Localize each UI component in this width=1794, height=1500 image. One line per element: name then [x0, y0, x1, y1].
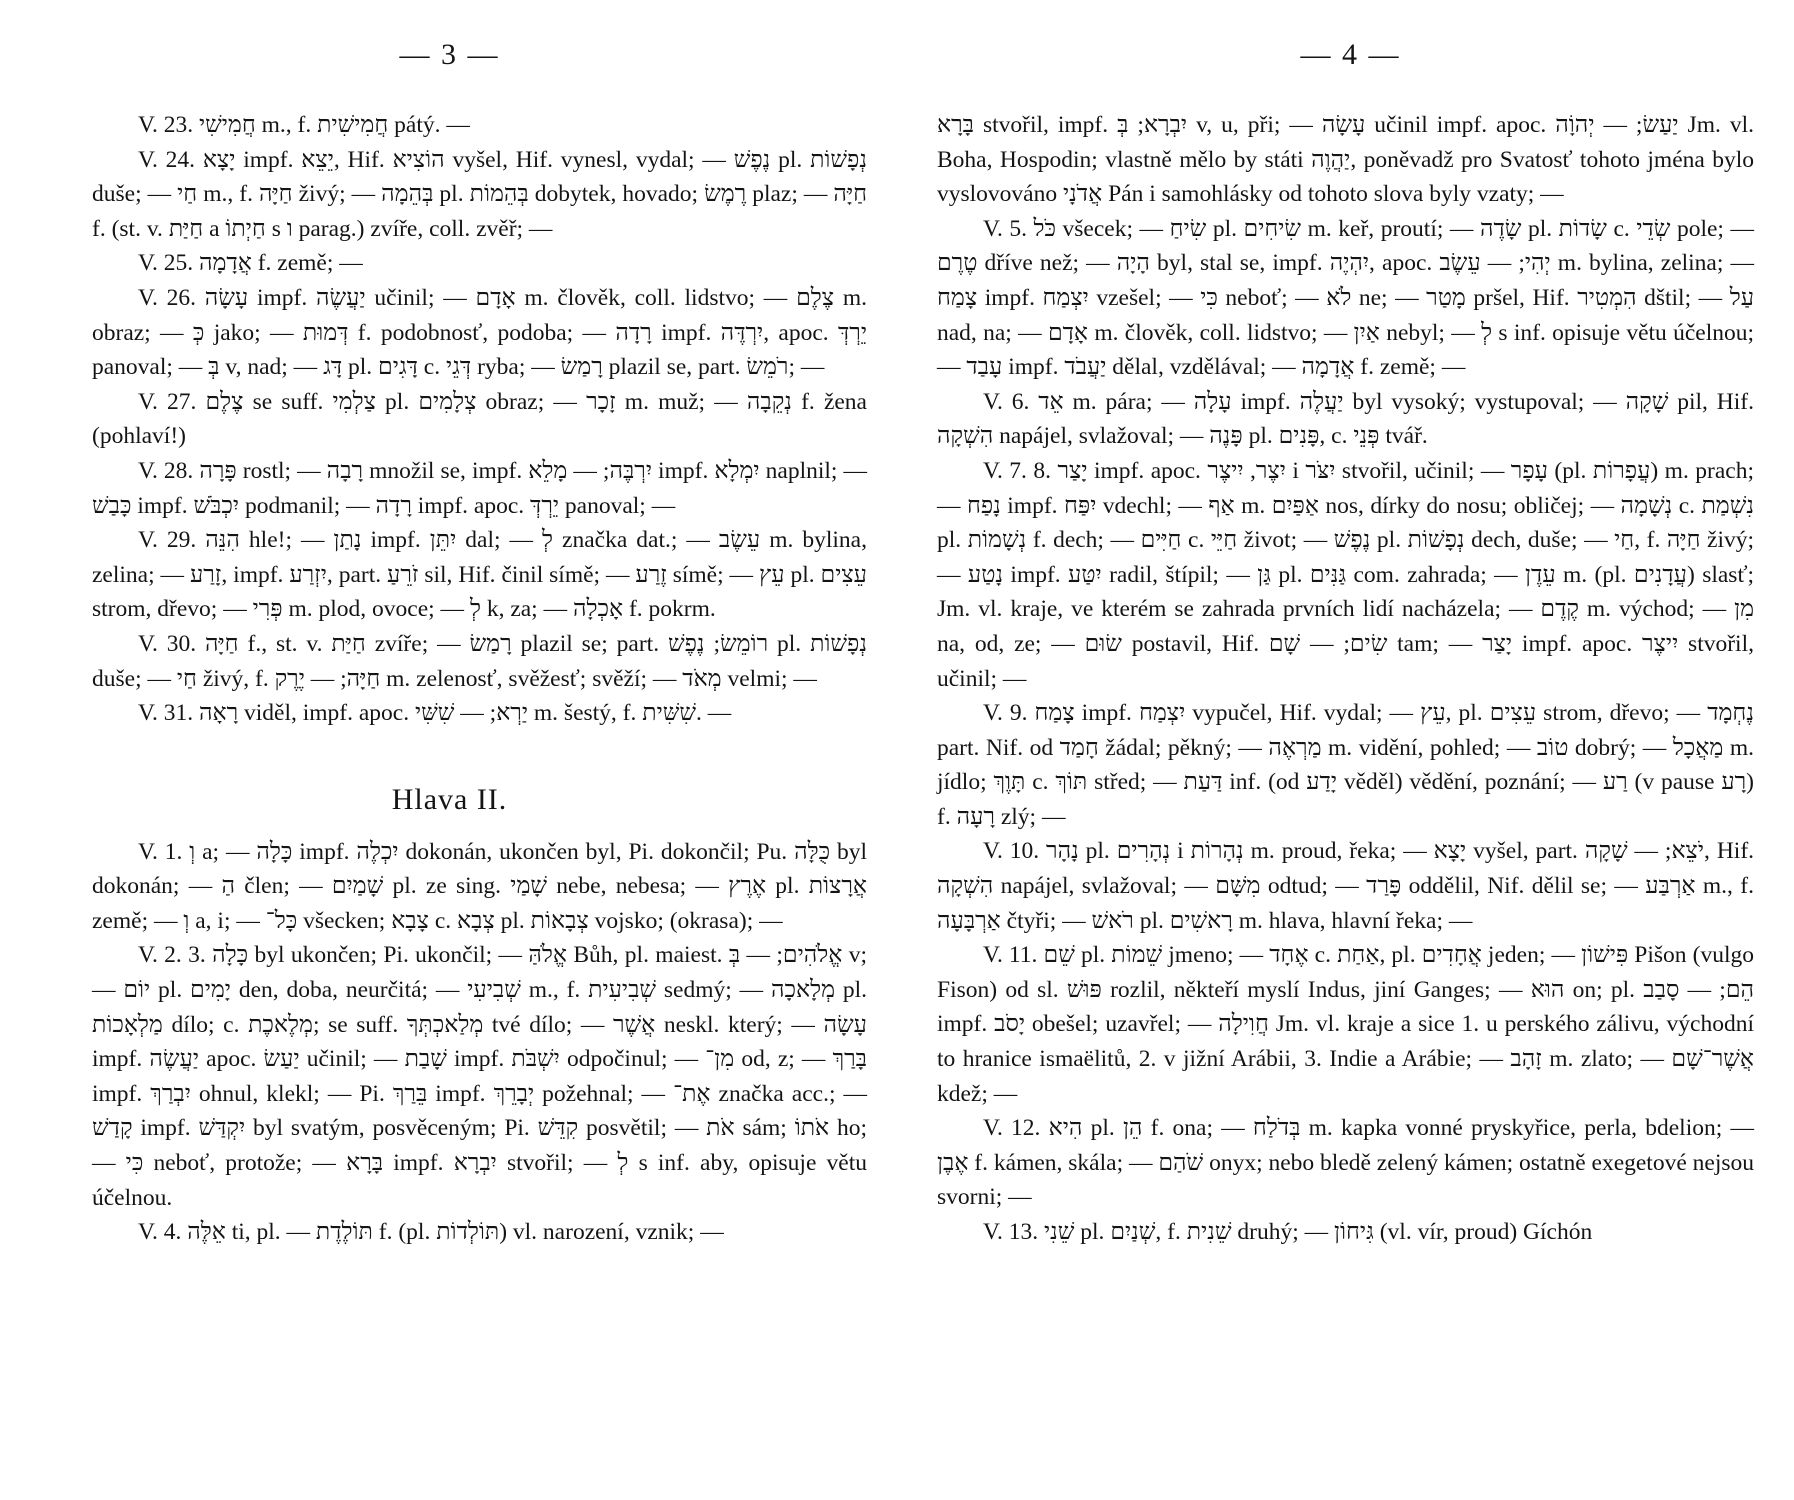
verse-9: V. 9. צָמַח impf. יִצְמַח vypučel, Hif. vydal; — עֵץ, pl. עֵצִים strom, dřevo; — נֶחְמָד part. Nif. od חָמַד žádal; pěkný; — מַרְאֶה m. vidění, pohled; — טוֹב dobrý; — מַאֲכָל m. jídlo; תָּוֶךְ c. תּוֹךְ střed; — דַּעַת inf. (od יָדַע věděl) vědění, poznání; — רַע (v pause רָע) f. רָעָה zlý; — — [937, 700, 1754, 830]
verse-6: V. 6. אֵד m. pára; — עָלָה impf. יַעֲלֶה byl vysoký; vystupoval; — שָׁקָה pil, Hif. הִשְׁקָה napájel, svlažoval; — פָּנֶה pl. פָּנִים, c. פְּנֵי tvář. — [937, 388, 1754, 450]
right-page — [897, 0, 1794, 1500]
verse-30: V. 30. חַיָּה f., st. v. חַיַּת zvíře; — רָמַשׂ plazil se; part. רוֹמֵשׂ; נֶפֶשׁ pl. נְפָשׁוֹת duše; — חַי živý, f. חַיָּה; — יֶרֶק m. zelenosť, svěžesť; svěží; — מְאֹד velmi; — — [92, 630, 868, 692]
verse-31: V. 31. רָאָה viděl, impf. apoc. יַרְא; — שִׁשִּׁי m. šestý, f. שִׁשִּׁית. — — [138, 700, 732, 727]
verse-26: V. 26. עָשָׂה impf. יַעֲשֶׂה učinil; — אָדָם m. člověk, coll. lidstvo; — צֶלֶם m. obraz; — כְּ jako; — דְּמוּת f. podobnosť, podoba; — רָדָה impf. יִרְדֶּה, apoc. יֵרְדְּ panoval; — בְּ v, nad; — דָּג pl. דָּגִים c. דְּגֵי ryba; — רָמַשׂ plazil se, part. רֹמֵשׂ; — — [92, 284, 868, 381]
verse-7-8: V. 7. 8. יָצַר impf. apoc. יִצֶר, יִיצֶר i יִצֹּר stvořil, učinil; — עָפָר (pl. עֲפָרוֹת) m. prach; — נָפַח impf. יִפַּח vdechl; — אַף m. אַפַּיִם nos, dírky do nosu; obličej; — נְשָׁמָה c. נִשְׁמַת pl. נְשָׁמוֹת f. dech; — חַיִּים c. חַיֵּי život; — נֶפֶשׁ pl. נְפָשׁוֹת dech, duše; — חַי, f. חַיָּה živý; — נָטַע impf. יִטַּע radil, štípil; — גַּן pl. גַּנִּים com. zahrada; — עֵדֶן m. (pl. עֲדָנִים) slasť; Jm. vl. kraje, ve kterém se zahrada prvních lidí nacházela; — קֶדֶם m. východ; — מִן na, od, ze; — שׂוּם postavil, Hif. שִׂים; — שָׁם tam; — יָצַר impf. apoc. יִיצֶר stvořil, učinil; — — [937, 457, 1755, 692]
verse-23: V. 23. חֲמִישִׁי m., f. חֲמִישִׁית pátý. — — [138, 112, 470, 138]
chapter2-verse-2-3: V. 2. 3. כָּלָה byl ukončen; Pi. ukončil; — אֱלֹהַּ Bůh, pl. maiest. אֱלֹהִים; — בְּ v; — יוֹם pl. יָמִים den, doba, neurčitá; — שְׁבִיעִי m., f. שְׁבִיעִית sedmý; — מְלָאכָה pl. מַלְאָכוֹת dílo; c. מְלֶאכֶת; se suff. מְלַאכְתְּךָ tvé dílo; — אֲשֶׁר neskl. který; — עָשָׂה impf. יַעֲשֶׂה apoc. יַעַשׂ učinil; — שָׁבַת impf. יִשְׁבֹּת odpočinul; — מִן־ od, z; — בָּרַךְ impf. יִבְרַךְ ohnul, klekl; — Pi. בֵּרַךְ impf. יְבָרֵךְ požehnal; — אֶת־ značka acc.; — קָדַשׁ impf. יִקְדַּשׁ byl svatým, posvěceným; Pi. קִדֵּשׁ posvětil; — אֹת sám; אֹתוֹ ho; — כִּי neboť, protože; — בָּרָא impf. יִבְרָא stvořil; — לְ s inf. aby, opisuje větu účelnou. — [92, 942, 868, 1211]
verse-27: V. 27. צֶלֶם se suff. צַלְמִי pl. צְלָמִים obraz; — זָכָר m. muž; — נְקֵבָה f. žena (pohlaví!) — [92, 388, 867, 450]
verse-28: V. 28. פָּרָה rostl; — רָבָה množil se, impf. יִרְבֶּה; — מָלֵא impf. יִמְלָא naplnil; — כָּבַשׁ impf. יִכְבֹּשׁ podmanil; — רָדָה impf. apoc. יֵרְדְּ panoval; — — [92, 457, 867, 519]
verse-10: V. 10. נָהָר pl. נְהָרִים i נְהָרוֹת m. proud, řeka; — יָצָא vyšel, part. יֹצֵא; — שָׁקָה, Hif. הִשְׁקָה napájel, svlažoval; — מִשָּׁם odtud; — פָּרַד oddělil, Nif. dělil se; — אַרְבַּע m., f. אַרְבָּעָה čtyři; — רֹאשׁ pl. רָאשִׁים m. hlava, hlavní řeka; — — [937, 838, 1755, 934]
page-number-right: — 4 — — [1300, 38, 1401, 71]
verse-24: V. 24. יָצָא impf. יֵצֵא, Hif. הוֹצִיא vyšel, Hif. vynesl, vydal; — נֶפֶשׁ pl. נְפָשׁוֹת duše; — חַי m., f. חַיָּה živý; — בְּהֵמָה pl. בְּהֵמוֹת dobytek, hovado; רֶמֶשׂ plaz; — חַיָּה f. (st. v. חַיַּת a חַיְתוֹ s ו parag.) zvíře, coll. zvěř; — — [92, 146, 868, 242]
verse-29: V. 29. הִנֵּה hle!; — נָתַן impf. יִתֵּן dal; — לְ značka dat.; — עֵשֶׂב m. bylina, zelina; — זָרַע, impf. יִזְרַע, part. זֹרֵעַ sil, Hif. činil símě; — זֶרַע símě; — עֵץ pl. עֵצִים strom, dřevo; — פְּרִי m. plod, ovoce; — לְ k, za; — אָכְלָה f. pokrm. — [92, 527, 867, 623]
verse-11: V. 11. שֵׁם pl. שֵׁמוֹת jmeno; — אֶחָד c. אַחַת, pl. אֲחָדִים jeden; — פִּישׁוֹן Pišon (vulgo Fison) od sl. פּוּשׁ rozlil, někteří myslí Indus, jiní Ganges; — הוּא on; pl. הֵם; — סָבַב impf. יָסֹב obešel; uzavřel; — חֲוִילָה Jm. vl. kraje a sice 1. u perského zálivu, východní to hranice ismaëlitů, 2. v jižní Arábii, 3. Indie a Arábie; — זָהָב m. zlato; — אֲשֶׁר־שָׁם kdež; — — [937, 942, 1755, 1107]
chapter-heading: Hlava II. — [391, 782, 508, 816]
verse-5: V. 5. כֹּל všecek; — שִׂיחַ pl. שִׂיחִים m. keř, proutí; — שָׂדֶה pl. שָׂדוֹת c. שְׂדֵי pole; — טֶרֶם dříve než; — הָיָה byl, stal se, impf. יִהְיֶה, apoc. יְהִי; — עֵשֶׂב m. bylina, zelina; — צָמַח impf. יִצְמַח vzešel; — כִּי neboť; — לֹא ne; — מָטַר pršel, Hif. הִמְטִיר dštil; — עַל nad, na; — אָדָם m. člověk, coll. lidstvo; — אַיִן nebyl; — לְ s inf. opisuje větu účelnou; — עָבַד impf. יַעֲבֹד dělal, vzdělával; — אֲדָמָה f. země; — — [937, 215, 1755, 381]
verse-12: V. 12. הִיא pl. הֵן f. ona; — בְּדֹלַח m. kapka vonné pryskyřice, perla, bdelion; — אֶבֶן f. kámen, skála; — שֹׁהַם onyx; nebo bledě zelený kámen; ostatně exegetové nejsou svorni; — — [937, 1115, 1754, 1211]
chapter2-verse-1: V. 1. וְ a; — כָּלָה impf. יִכְלֶה dokonán, ukončen byl, Pi. dokončil; Pu. כֻּלָּה byl dokonán; — הַ člen; — שָׁמַיִם pl. ze sing. שָׁמַי nebe, nebesa; — אֶרֶץ pl. אֲרָצוֹת země; — וְ a, i; — כָּל־ všecken; צָבָא c. צְבָא pl. צְבָאוֹת vojsko; (okrasa); — — [92, 838, 868, 934]
verse-25: V. 25. אֲדָמָה f. země; — — [138, 250, 363, 277]
page-number-left: — 3 — — [399, 38, 500, 71]
verse-4-continued: בָּרָא stvořil, impf. יִבְרָא; בְּ v, u, při; — עָשָׂה učinil impf. apoc. יַעַשׂ; — יְהוָֹה Jm. vl. Boha, Hospodin; vlastně mělo by státi יַהֲוֶה, poněvadž pro Svatosť tohoto jména bylo vyslovováno אֲדֹנָי Pán i samohlásky od tohoto slova byly vzaty; — — [937, 112, 1754, 208]
verse-13: V. 13. שֵׁנִי pl. שְׁנַיִם, f. שֵׁנִית druhý; — גִּיחוֹן (vl. vír, proud) Gíchón — [983, 1219, 1593, 1245]
chapter2-verse-4: V. 4. אֵלֶּה ti, pl. — תּוֹלֶדֶת f. (pl. תּוֹלְדוֹת) vl. narození, vznik; — — [138, 1219, 724, 1246]
